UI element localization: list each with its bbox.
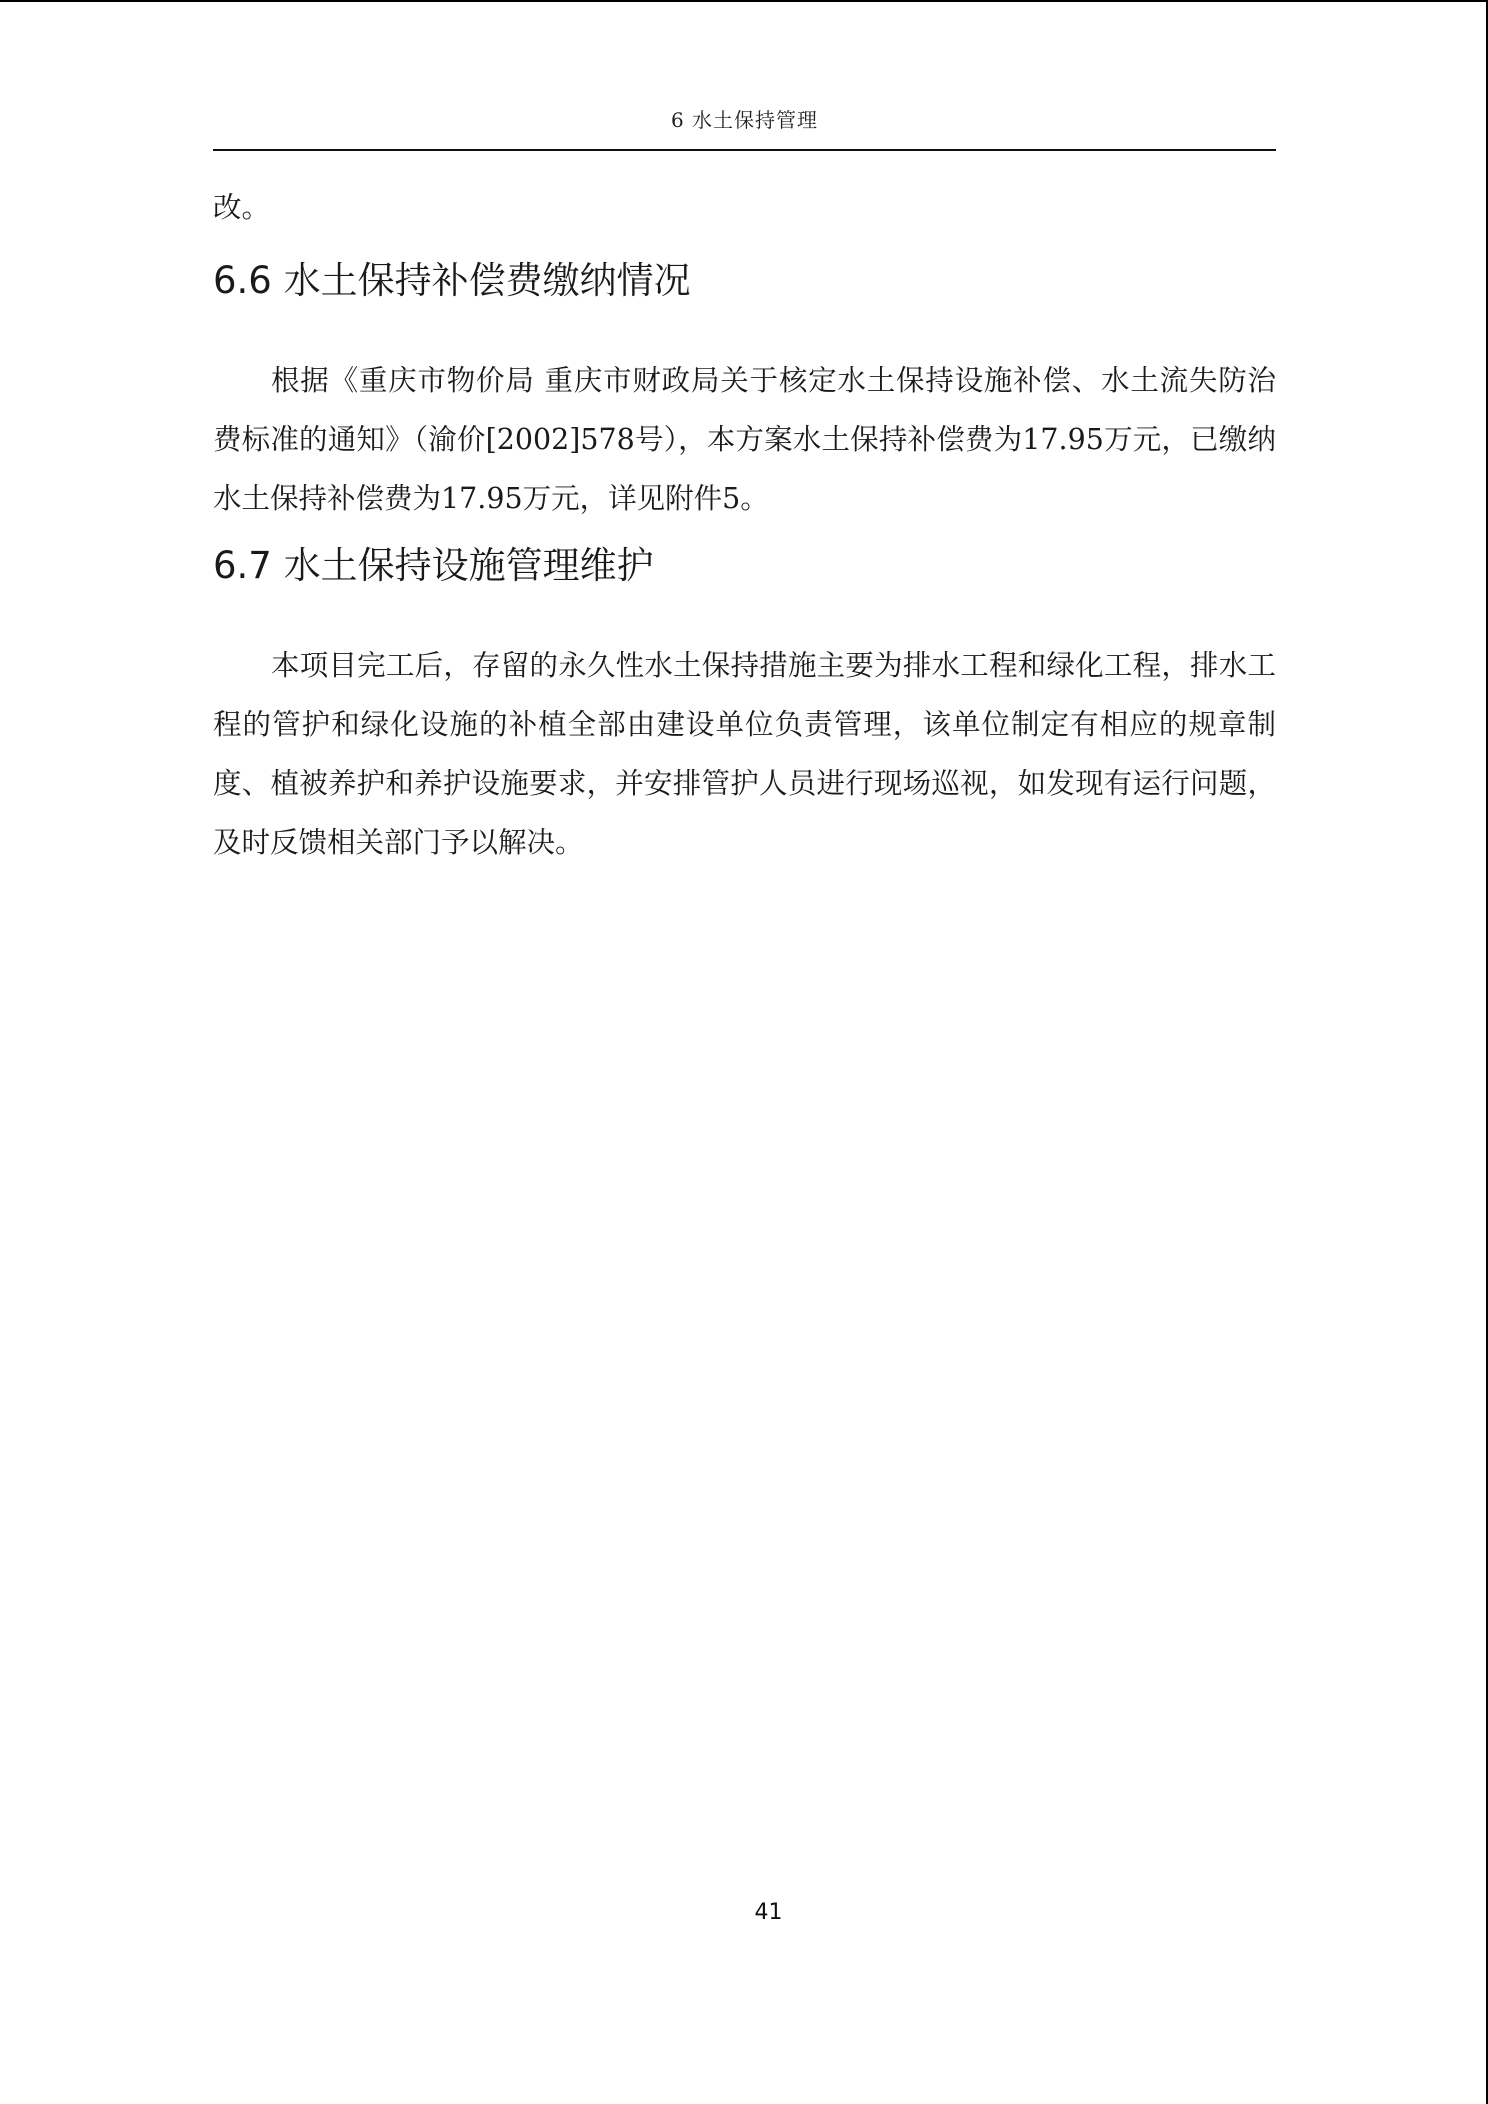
header-rule	[213, 149, 1276, 151]
page-top-border	[0, 0, 1488, 2]
section-6-6-paragraph: 根据《重庆市物价局 重庆市财政局关于核定水土保持设施补偿、水土流失防治费标准的通知》（渝价[2002]578号），本方案水土保持补偿费为17.95万元，已缴纳水土保持补偿费为17.95万元，详见附件5。	[213, 364, 1276, 515]
page-body	[213, 178, 1276, 872]
running-header: 6 水土保持管理	[670, 108, 819, 132]
page-number: 41	[754, 1900, 783, 1925]
section-heading-6-7: 6.7 水土保持设施管理维护	[213, 544, 654, 587]
section-6-7-paragraph: 本项目完工后，存留的永久性水土保持措施主要为排水工程和绿化工程，排水工程的管护和绿化设施的补植全部由建设单位负责管理，该单位制定有相应的规章制度、植被养护和养护设施要求，并安排管护人员进行现场巡视，如发现有运行问题，及时反馈相关部门予以解决。	[213, 649, 1276, 859]
continued-paragraph-end: 改。	[213, 191, 271, 224]
section-heading-6-6: 6.6 水土保持补偿费缴纳情况	[213, 259, 691, 302]
